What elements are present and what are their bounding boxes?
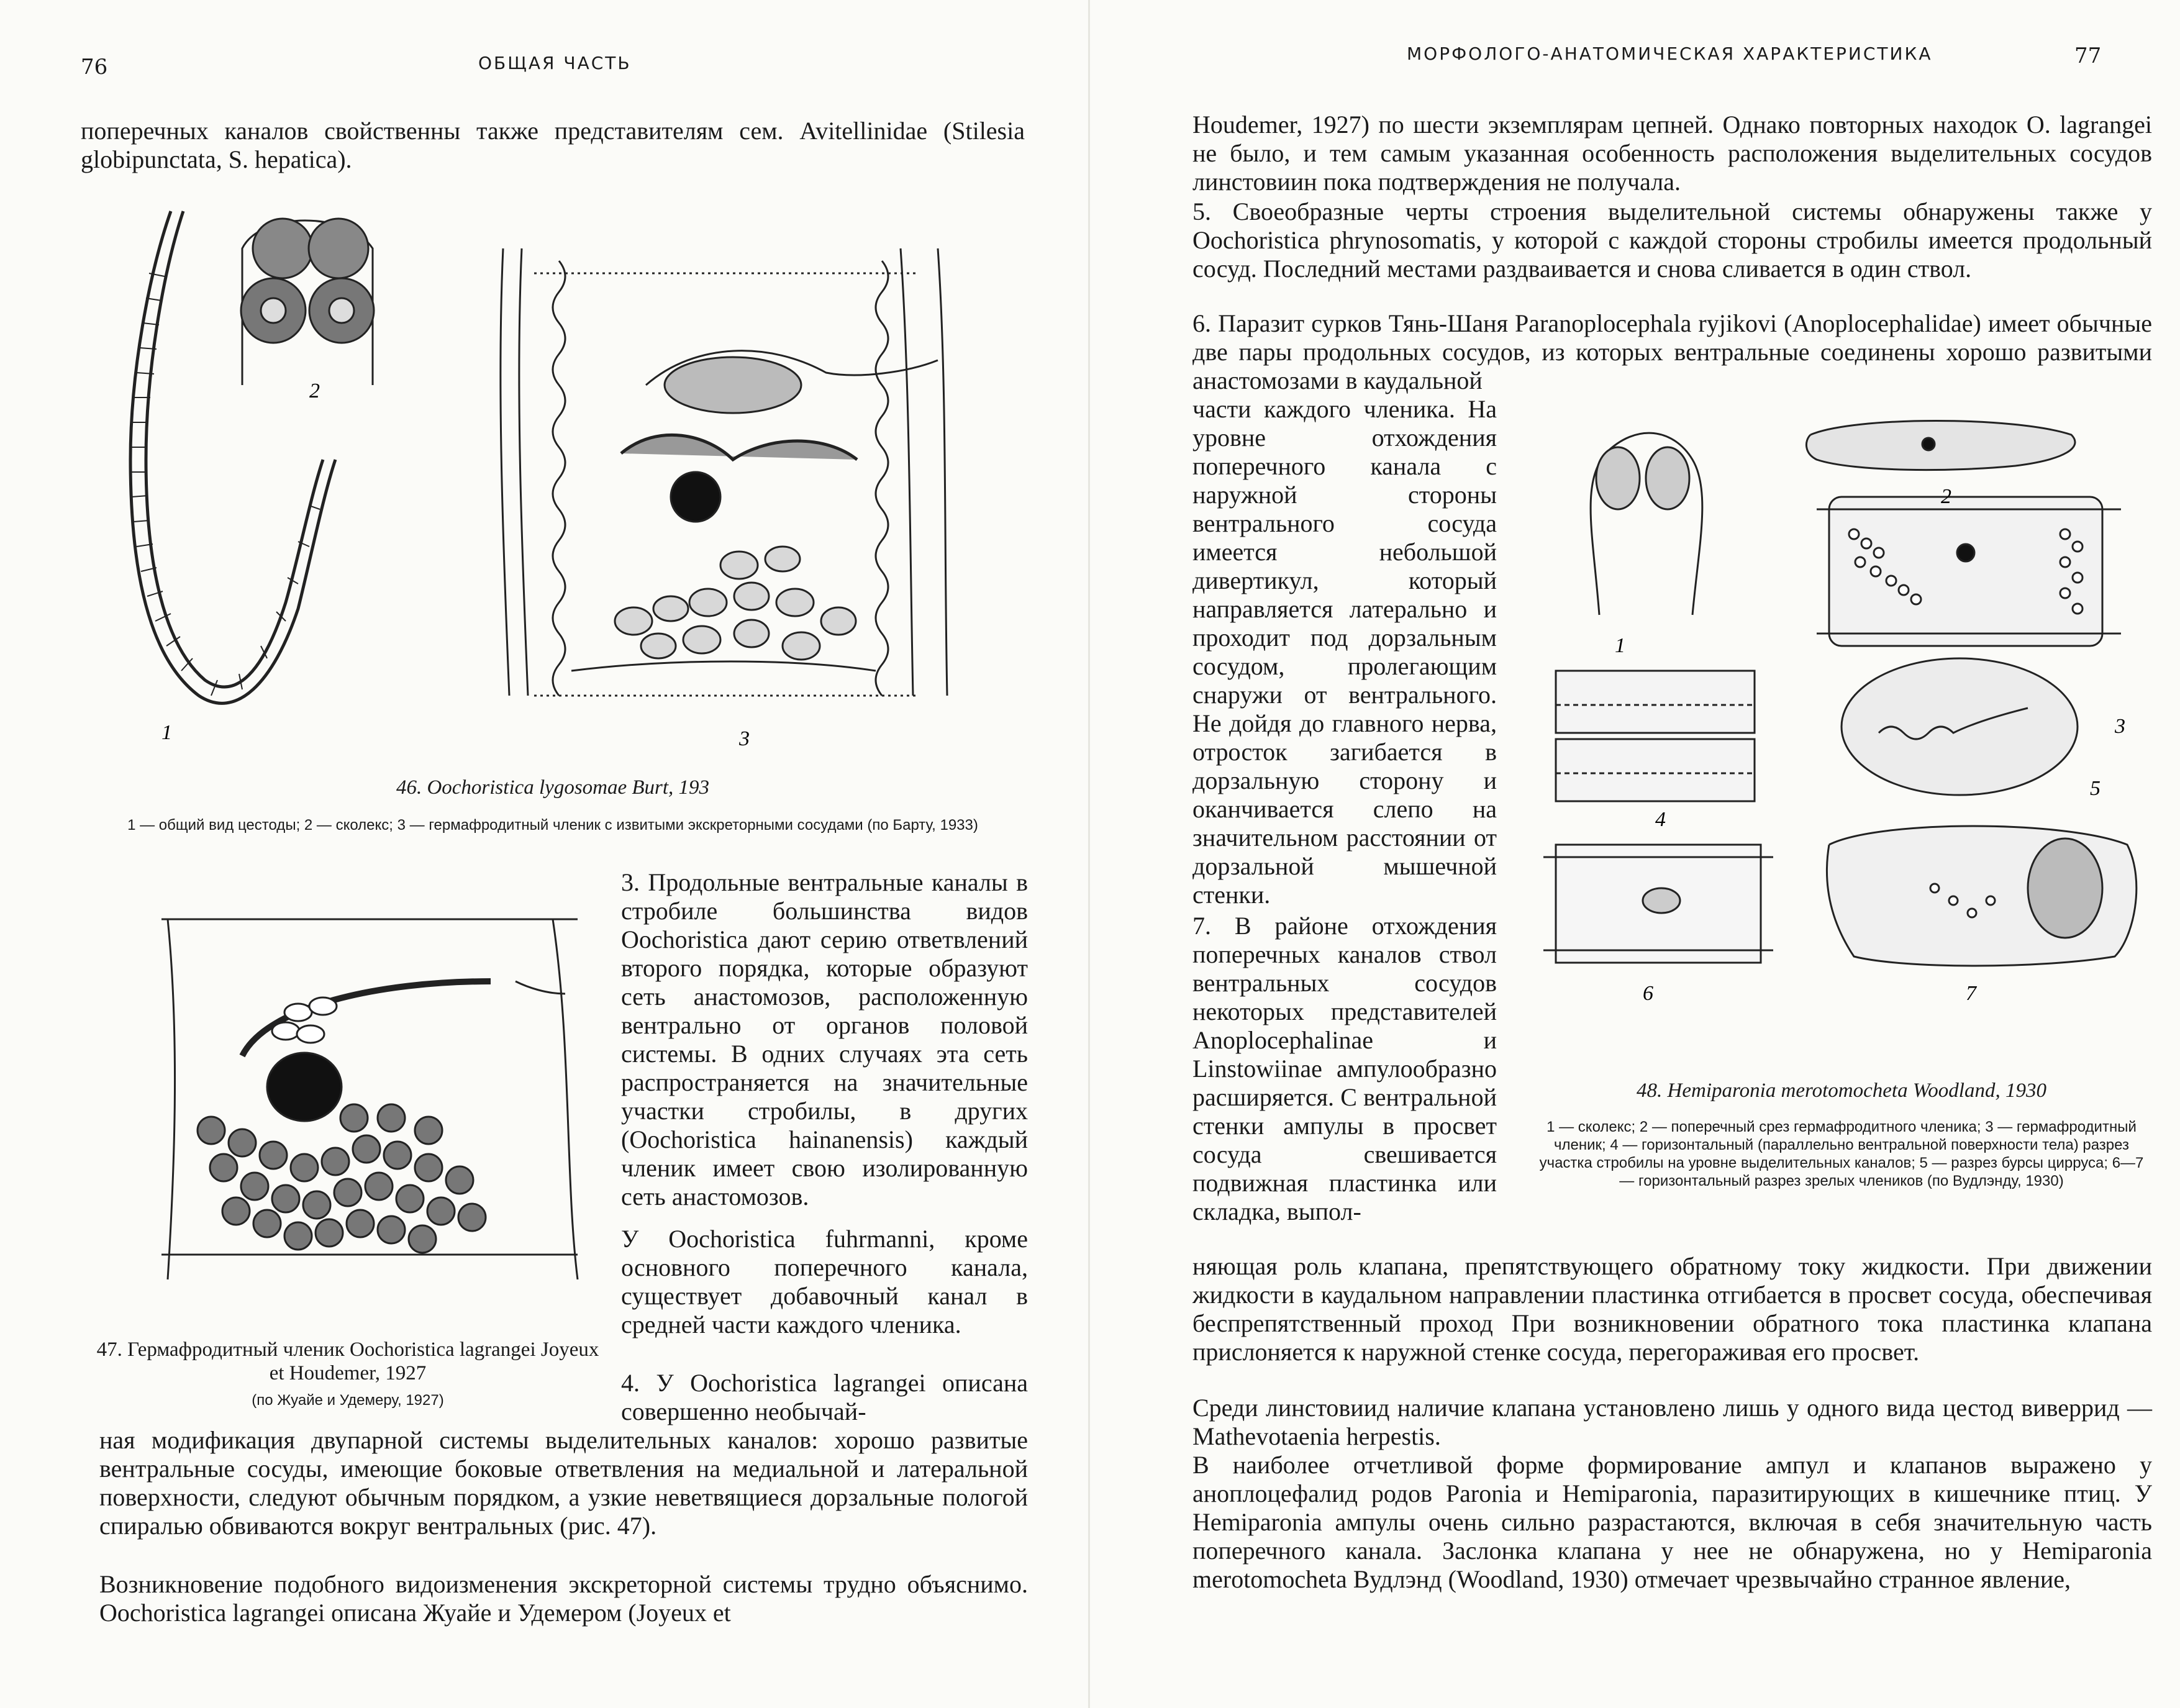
fig48-label-5: 5: [2090, 777, 2101, 800]
para3: 3. Продольные вентральные каналы в стробиле большинства видов Oochoristica дают серию ответвлений второго порядка, которые образуют сеть анастомозов, расположенную вентрально от органов половой системы. В одних случаях эта сеть распространяется на значительные участки стробилы, в других (Oochoristica hainanensis) каждый членик имеет свою изолированную сеть анастомозов.: [621, 868, 1028, 1211]
fig48-caption-title: 48. Hemiparonia merotomocheta Woodland, 1930: [1637, 1079, 2046, 1102]
para3b: У Oochoristica fuhrmanni, кроме основного поперечного канала, существует добавочный канал в средней части каждого членика.: [621, 1225, 1028, 1338]
fig46-segment: [501, 248, 947, 696]
fig48-label-7: 7: [1966, 982, 1976, 1005]
para-top: Houdemer, 1927) по шести экземплярам цепней. Однако повторных находок O. lagrangei не было, и тем самым указанная особенность расположения выделительных сосудов линстовиин пока подтверждения не получала.: [1192, 111, 2152, 196]
fig46-caption-title: 46. Oochoristica lygosomae Burt, 193: [396, 776, 710, 799]
fig48-caption-text: 1 — сколекс; 2 — поперечный срез гермафродитного членика; 3 — гермафродитный членик; 4 — горизонтальный (параллельно вентральной поверхности тела) разрез участка стробилы на уровне выделительных каналов; 5 — разрез бурсы цирруса; 6—7 — горизонтальный разрез зрелых члеников (по Вудлэнду, 1930): [1539, 1119, 2144, 1189]
para6-narrow: части каждого членика. На уровне отхождения поперечного канала с наружной стороны вентрального сосуда имеется небольшой дивертикул, который направляется латерально и проходит под дорзальным сосудом, пролегающим снаружи от вентрального. Не дойдя до главного нерва, отросток загибается в дорзальную сторону и оканчивается слепо на значительном расстоянии от дорзальной мышечной стенки.: [1192, 395, 1497, 909]
para5: 5. Своеобразные черты строения выделительной системы обнаружены также у Oochoristica phrynosomatis, у которой с каждой стороны стробилы имеется продольный сосуд. Последний местами раздваивается и снова сливается в один ствол.: [1192, 198, 2152, 283]
fig46-caption-text: 1 — общий вид цестоды; 2 — сколекс; 3 — гермафродитный членик с извитыми экскреторными сосудами (по Барту, 1933): [127, 817, 978, 834]
fig46-whole-worm: [130, 211, 335, 703]
figure-46: [112, 199, 1019, 758]
right-page: [1090, 0, 2180, 1708]
fig46-label-2: 2: [309, 379, 320, 402]
fig48-label-1: 1: [1615, 634, 1625, 657]
fig48-label-3: 3: [2115, 715, 2125, 738]
para4-rest: ная модификация двупарной системы выделительных каналов: хорошо развитые вентральные сосуды, имеющие боковые ответвления на медиальной и латеральной поверхности, следуют обычным порядком, а узкие неветвящиеся дорзальные пологой спиралью обвиваются вокруг вентральных (рис. 47).: [99, 1426, 1028, 1540]
fig47-caption-text: (по Жуайе и Удемеру, 1927): [252, 1392, 444, 1409]
para-end: Возникновение подобного видоизменения экскреторной системы трудно объяснимо. Oochoristica lagrangei описана Жуайе и Удемером (Joyeux et: [99, 1570, 1028, 1627]
running-head: ОБЩАЯ ЧАСТЬ: [478, 53, 632, 73]
running-head: МОРФОЛОГО-АНАТОМИЧЕСКАЯ ХАРАКТЕРИСТИКА: [1407, 43, 1933, 64]
page-number: 77: [2074, 43, 2102, 68]
para6-full: 6. Паразит сурков Тянь-Шаня Paranoplocephala ryjikovi (Anoplocephalidae) имеет обычные две пары продольных сосудов, из которых вентральные соединены хорошо развитыми анастомозами в каудальной: [1192, 309, 2152, 394]
page-number: 76: [81, 55, 108, 79]
figure-47: [143, 882, 602, 1317]
intro-text: поперечных каналов свойственны также представителям сем. Avitellinidae (Stilesia globipunctata, S. hepatica).: [81, 117, 1025, 173]
fig48-label-2: 2: [1941, 485, 1951, 508]
para7-rest: няющая роль клапана, препятствующего обратному току жидкости. При движении жидкости в каудальном направлении пластинка отгибается в просвет сосуда, обеспечивая беспрепятственный проход При возникновении обратного тока пластинка клапана прислоняется к наружной стенке сосуда, перегораживая его просвет.: [1192, 1252, 2152, 1366]
fig48-label-4: 4: [1655, 808, 1666, 831]
para9: В наиболее отчетливой форме формирование ампул и клапанов выражено у аноплоцефалид родов Paronia и Hemiparonia, паразитирующих в кишечнике птиц. У Hemiparonia ампулы очень сильно разрастаются, включая в себя значительную часть поперечного канала. Заслонка клапана у нее не обнаружена, но у Hemiparonia merotomocheta Вудлэнд (Woodland, 1930) отмечает чрезвычайно странное явление,: [1192, 1451, 2152, 1593]
fig46-scolex: [241, 219, 374, 385]
fig48-label-6: 6: [1643, 982, 1653, 1005]
fig46-label-1: 1: [161, 721, 172, 744]
fig47-caption-title: 47. Гермафродитный членик Oochoristica lagrangei Joyeux et Houdemer, 1927: [96, 1338, 599, 1384]
para7-narrow: 7. В районе отхождения поперечных каналов ствол вентральных сосудов некоторых представителей Anoplocephalinae и Linstowiinae ампулообразно расширяется. С вентральной стенки ампулы в просвет сосуда свешивается подвижная пластинка или складка, выпол-: [1192, 912, 1497, 1225]
para4-start: 4. У Oochoristica lagrangei описана совершенно необычай-: [621, 1369, 1028, 1425]
fig46-label-3: 3: [739, 727, 750, 750]
figure-48: [1531, 410, 2146, 1068]
para8: Среди линстовиид наличие клапана установлено лишь у одного вида цестод виверрид — Mathevotaenia herpestis.: [1192, 1394, 2152, 1450]
